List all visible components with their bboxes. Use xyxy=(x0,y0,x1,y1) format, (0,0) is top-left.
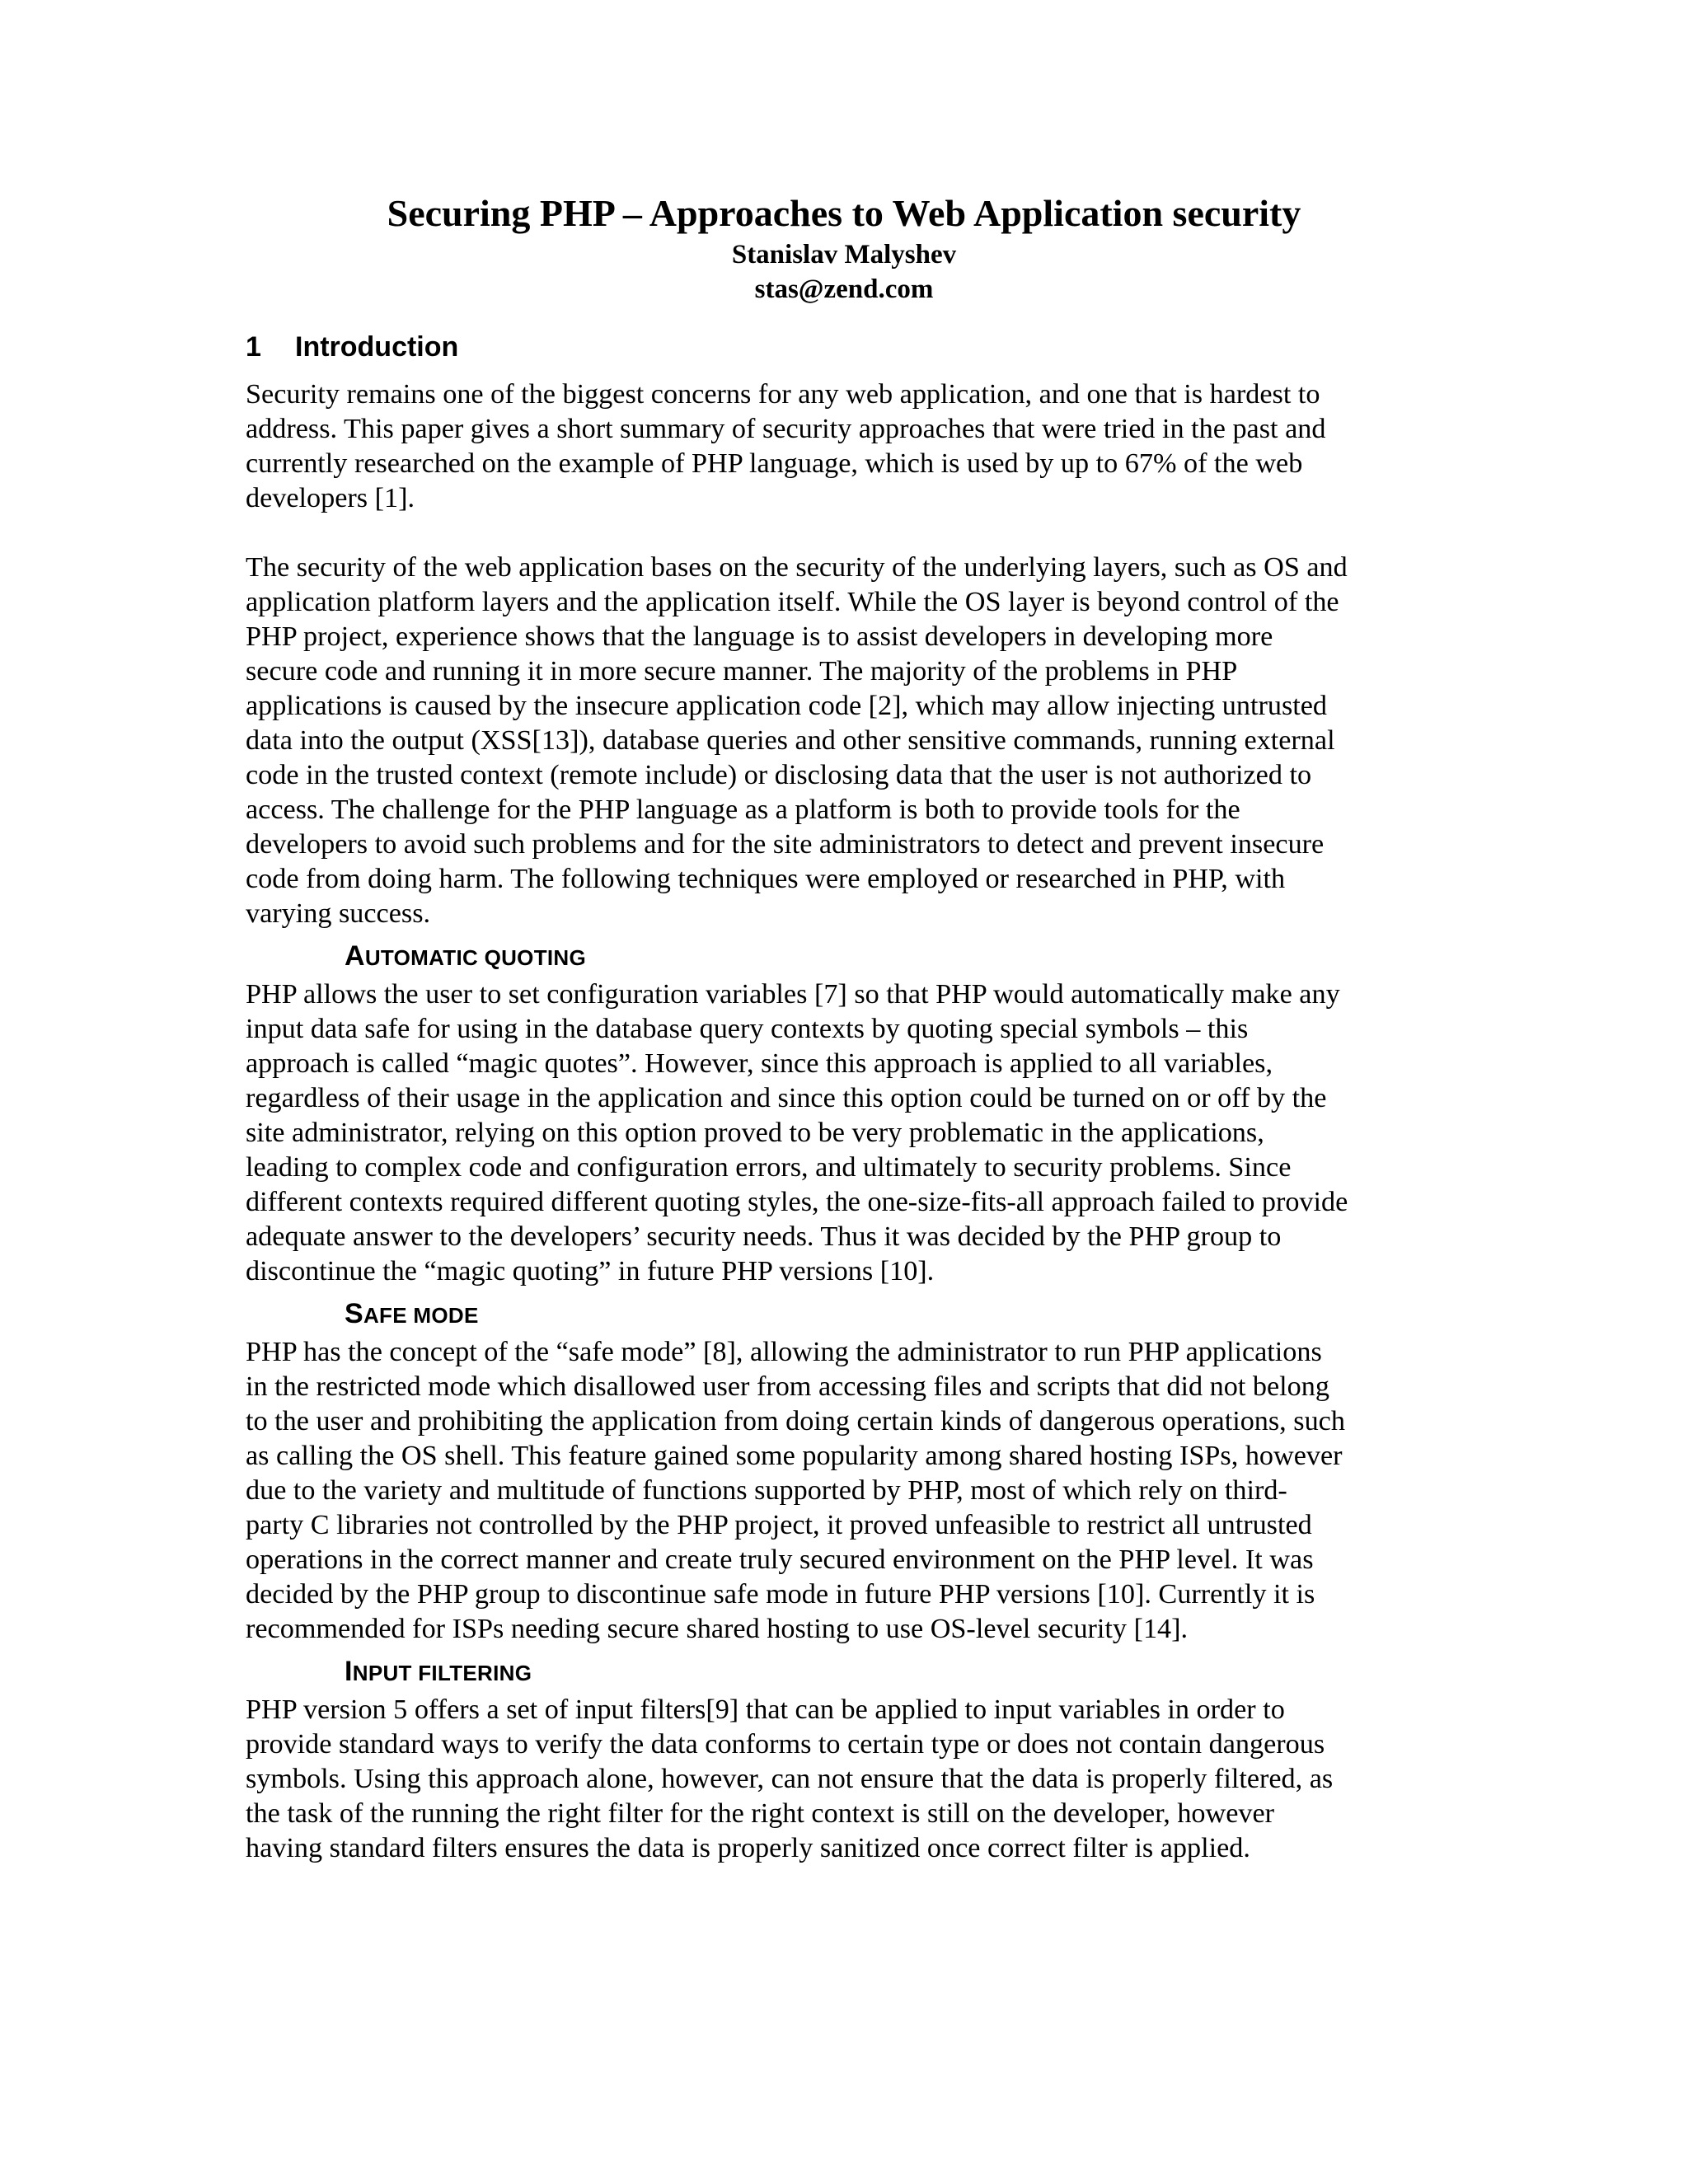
subheading-initial: A xyxy=(345,940,365,972)
text-line: access. The challenge for the PHP language as a platform is both to provide tools for the xyxy=(246,794,1240,825)
text-line: regardless of their usage in the application and since this option could be turned on or off by the xyxy=(246,1083,1327,1113)
subheading-rest: NPUT FILTERING xyxy=(352,1661,532,1685)
text-line: applications is caused by the insecure application code [2], which may allow injecting untrusted xyxy=(246,691,1328,721)
intro-paragraph-2 xyxy=(246,551,1442,931)
text-line: address. This paper gives a short summary of security approaches that were tried in the past and xyxy=(246,414,1326,444)
text-line: secure code and running it in more secure manner. The majority of the problems in PHP xyxy=(246,656,1238,687)
subheading-initial: I xyxy=(345,1656,353,1687)
text-line: PHP project, experience shows that the language is to assist developers in developing more xyxy=(246,621,1273,652)
text-line: varying success. xyxy=(246,898,431,929)
subheading-input-filtering xyxy=(246,1657,1442,1688)
paper-title: Securing PHP – Approaches to Web Application security xyxy=(387,192,1301,234)
text-line: PHP has the concept of the “safe mode” [8], allowing the administrator to run PHP applications xyxy=(246,1337,1322,1367)
text-line: data into the output (XSS[13]), database queries and other sensitive commands, running external xyxy=(246,725,1335,756)
text-line: input data safe for using in the database query contexts by quoting special symbols – this xyxy=(246,1014,1249,1044)
text-line: site administrator, relying on this option proved to be very problematic in the applications, xyxy=(246,1118,1264,1148)
text-line: developers to avoid such problems and for the site administrators to detect and prevent insecure xyxy=(246,829,1325,860)
text-line: having standard filters ensures the data is properly sanitized once correct filter is applied. xyxy=(246,1833,1250,1863)
text-line: Security remains one of the biggest concerns for any web application, and one that is hardest to xyxy=(246,379,1320,410)
subheading-rest: AFE MODE xyxy=(363,1303,479,1328)
text-line: currently researched on the example of PHP language, which is used by up to 67% of the web xyxy=(246,448,1303,479)
text-line: in the restricted mode which disallowed user from accessing files and scripts that did not belong xyxy=(246,1371,1329,1402)
subheading-rest: UTOMATIC QUOTING xyxy=(364,945,587,970)
text-line: developers [1]. xyxy=(246,483,415,513)
subheading-automatic-quoting xyxy=(246,941,1442,972)
section-number: 1 xyxy=(246,331,261,363)
text-line: provide standard ways to verify the data conforms to certain type or does not contain dangerous xyxy=(246,1729,1325,1760)
author-name: Stanislav Malyshev xyxy=(731,240,957,269)
text-line: leading to complex code and configuration errors, and ultimately to security problems. Since xyxy=(246,1152,1292,1183)
text-line: different contexts required different quoting styles, the one-size-fits-all approach failed to provide xyxy=(246,1187,1348,1217)
paper-page xyxy=(246,190,1442,1866)
text-line: approach is called “magic quotes”. However, since this approach is applied to all variables, xyxy=(246,1048,1273,1079)
text-line: decided by the PHP group to discontinue safe mode in future PHP versions [10]. Currently it is xyxy=(246,1579,1315,1610)
text-line: code from doing harm. The following techniques were employed or researched in PHP, with xyxy=(246,864,1286,894)
text-line: symbols. Using this approach alone, however, can not ensure that the data is properly filtered, as xyxy=(246,1764,1334,1794)
author-email: stas@zend.com xyxy=(754,274,934,304)
intro-paragraph-1 xyxy=(246,377,1442,516)
text-line: adequate answer to the developers’ security needs. Thus it was decided by the PHP group to xyxy=(246,1221,1282,1252)
input-filtering-paragraph xyxy=(246,1693,1442,1866)
automatic-quoting-paragraph xyxy=(246,977,1442,1289)
text-line: as calling the OS shell. This feature gained some popularity among shared hosting ISPs, however xyxy=(246,1441,1343,1471)
text-line: code in the trusted context (remote include) or disclosing data that the user is not authorized to xyxy=(246,760,1312,790)
section-title: Introduction xyxy=(295,331,459,363)
text-line: discontinue the “magic quoting” in future PHP versions [10]. xyxy=(246,1256,935,1286)
safe-mode-paragraph xyxy=(246,1335,1442,1647)
text-line: party C libraries not controlled by the PHP project, it proved unfeasible to restrict all untrusted xyxy=(246,1510,1312,1540)
subheading-safe-mode xyxy=(246,1299,1442,1330)
text-line: The security of the web application bases on the security of the underlying layers, such as OS and xyxy=(246,552,1348,583)
text-line: PHP version 5 offers a set of input filters[9] that can be applied to input variables in order to xyxy=(246,1694,1285,1725)
subheading-initial: S xyxy=(345,1298,363,1329)
text-line: recommended for ISPs needing secure shared hosting to use OS-level security [14]. xyxy=(246,1614,1189,1644)
text-line: due to the variety and multitude of functions supported by PHP, most of which rely on third- xyxy=(246,1475,1287,1506)
text-line: application platform layers and the application itself. While the OS layer is beyond control of the xyxy=(246,587,1339,617)
text-line: the task of the running the right filter for the right context is still on the developer, however xyxy=(246,1798,1275,1829)
text-line: to the user and prohibiting the application from doing certain kinds of dangerous operations, such xyxy=(246,1406,1345,1436)
section-heading-introduction xyxy=(246,330,1442,364)
text-line: operations in the correct manner and create truly secured environment on the PHP level. It was xyxy=(246,1544,1314,1575)
text-line: PHP allows the user to set configuration variables [7] so that PHP would automatically make any xyxy=(246,979,1340,1010)
